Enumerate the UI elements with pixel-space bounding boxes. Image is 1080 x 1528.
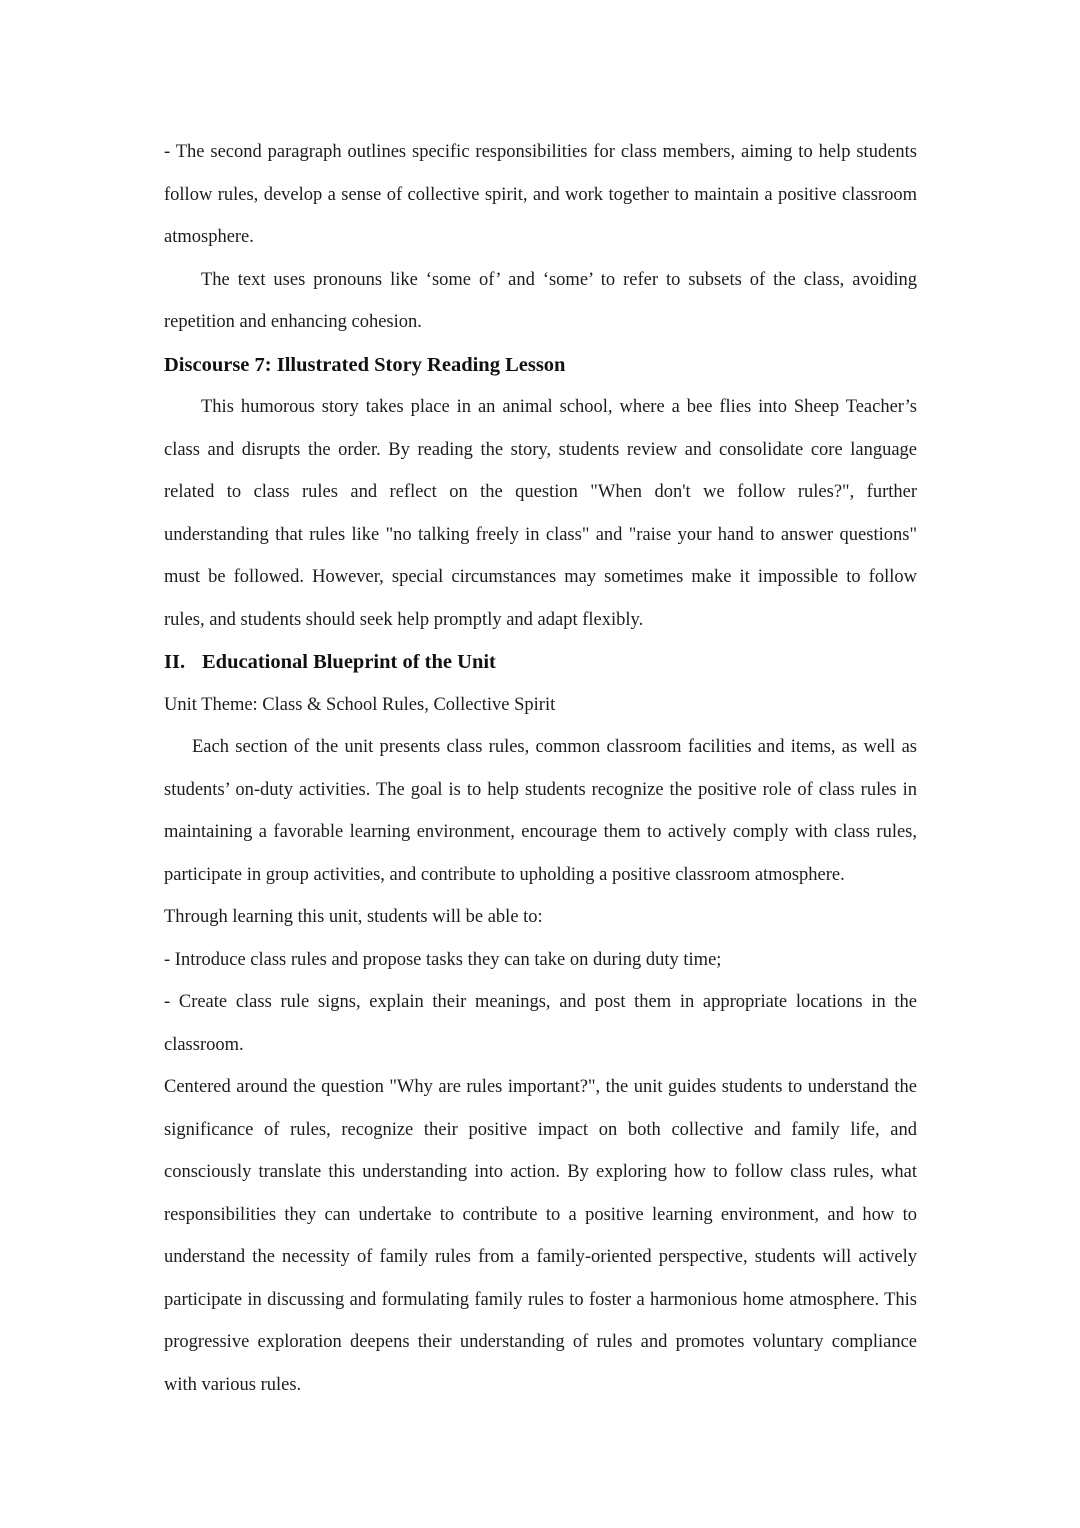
document-page xyxy=(164,131,917,1406)
paragraph-unit-overview: Each section of the unit presents class rules, common classroom facilities and items, as well as students’ on-duty activities. The goal is to help students recognize the positive role of class rules in maintaining a favorable learning environment, encourage them to actively comply with class rules, participate in group activities, and contribute to upholding a positive classroom atmosphere. xyxy=(164,737,917,885)
paragraph-centered-question: Centered around the question "Why are rules important?", the unit guides students to understand the significance of rules, recognize their positive impact on both collective and family life, and consciously translate this understanding into action. By exploring how to follow class rules, what responsibilities they can undertake to contribute to a positive learning environment, and how to understand the necessity of family rules from a family-oriented perspective, students will actively participate in discussing and formulating family rules to foster a harmonious home atmosphere. This progressive exploration deepens their understanding of rules and promotes voluntary compliance with various rules. xyxy=(164,1077,917,1395)
list-item-introduce-rules: - Introduce class rules and propose tasks they can take on during duty time; xyxy=(164,949,722,970)
paragraph-unit-theme: Unit Theme: Class & School Rules, Collective Spirit xyxy=(164,694,556,715)
paragraph-story-summary: This humorous story takes place in an animal school, where a bee flies into Sheep Teacher’s class and disrupts the order. By reading the story, students review and consolidate core language related to class rules and reflect on the question "When don't we follow rules?", further understanding that rules like "no talking freely in class" and "raise your hand to answer questions" must be followed. However, special circumstances may sometimes make it impossible to follow rules, and students should seek help promptly and adapt flexibly. xyxy=(164,397,917,630)
paragraph-learning-intro: Through learning this unit, students will be able to: xyxy=(164,907,543,927)
paragraph-second-paragraph-summary: - The second paragraph outlines specific responsibilities for class members, aiming to help students follow rules, develop a sense of collective spirit, and work together to maintain a positive classroom atmosphere. xyxy=(164,142,917,247)
list-item-create-signs: - Create class rule signs, explain their meanings, and post them in appropriate locations in the classroom. xyxy=(164,992,917,1055)
heading-discourse-7: Discourse 7: Illustrated Story Reading Lesson xyxy=(164,353,566,376)
heading-section-2 xyxy=(164,641,917,684)
paragraph-pronoun-cohesion: The text uses pronouns like ‘some of’ and ‘some’ to refer to subsets of the class, avoiding repetition and enhancing cohesion. xyxy=(164,269,917,332)
section-number: II. xyxy=(164,651,186,673)
section-title: Educational Blueprint of the Unit xyxy=(202,651,496,673)
